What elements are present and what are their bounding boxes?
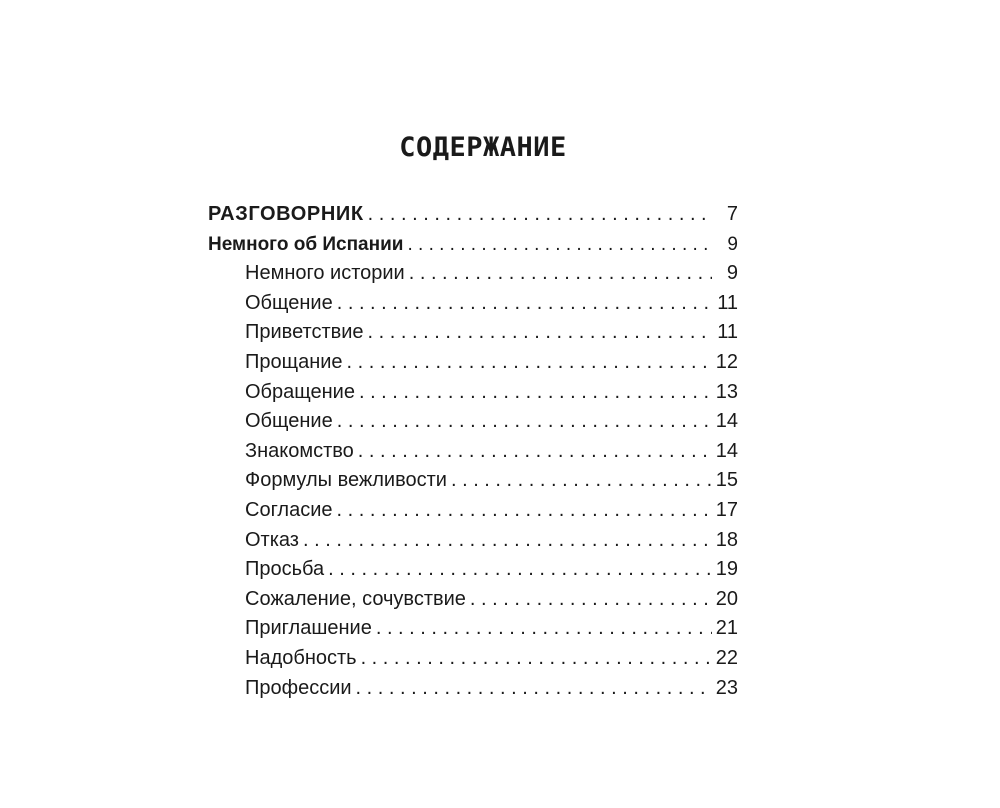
dot-leader <box>359 378 712 408</box>
toc-entry-page: 19 <box>715 558 738 581</box>
toc-entry <box>208 407 738 437</box>
toc-entry <box>208 614 738 644</box>
toc-entry-page: 17 <box>715 498 738 521</box>
dot-leader <box>368 318 712 348</box>
dot-leader <box>356 674 712 704</box>
toc-entry-label: Формулы вежливости <box>245 469 447 492</box>
toc-entry-label: Согласие <box>245 498 333 521</box>
dot-leader <box>409 259 712 289</box>
dot-leader <box>328 555 712 585</box>
toc-entry-page: 11 <box>717 321 738 344</box>
toc-entry <box>208 318 738 348</box>
toc-entry <box>208 259 738 289</box>
toc-entry-page: 9 <box>727 233 738 255</box>
toc-entry-label: РАЗГОВОРНИК <box>208 203 364 225</box>
toc-entry-page: 7 <box>726 203 738 225</box>
toc-entry-label: Прощание <box>245 350 343 373</box>
toc-entry-label: Отказ <box>245 528 299 551</box>
dot-leader <box>303 526 712 556</box>
toc-entry <box>208 526 738 556</box>
dot-leader <box>337 407 712 437</box>
page-title: СОДЕРЖАНИЕ <box>399 132 567 163</box>
toc-entry <box>208 674 738 704</box>
toc-entry <box>208 496 738 526</box>
toc-entry-page: 18 <box>715 528 738 551</box>
toc-entry-label: Профессии <box>245 676 352 699</box>
toc-entry-label: Сожаление, сочувствие <box>245 587 466 610</box>
toc-entry-page: 22 <box>715 646 738 669</box>
toc-entry <box>208 378 738 408</box>
toc-entry <box>208 289 738 319</box>
table-of-contents <box>208 200 738 703</box>
dot-leader <box>347 348 712 378</box>
toc-entry-label: Общение <box>245 291 333 314</box>
toc-entry-label: Немного об Испании <box>208 233 404 255</box>
toc-entry <box>208 466 738 496</box>
toc-entry-label: Надобность <box>245 646 357 669</box>
toc-entry-label: Обращение <box>245 380 355 403</box>
toc-entry-page: 9 <box>726 262 738 285</box>
toc-entry-label: Приветствие <box>245 321 364 344</box>
dot-leader <box>358 437 712 467</box>
dot-leader <box>407 230 712 260</box>
toc-entry-label: Знакомство <box>245 439 354 462</box>
toc-entry-page: 12 <box>715 350 738 373</box>
toc-entry-page: 11 <box>717 291 738 314</box>
toc-entry-page: 20 <box>715 587 738 610</box>
toc-entry-page: 21 <box>715 617 738 640</box>
toc-entry <box>208 555 738 585</box>
toc-entry-page: 13 <box>715 380 738 403</box>
toc-entry-page: 14 <box>715 439 738 462</box>
toc-entry <box>208 644 738 674</box>
dot-leader <box>337 289 712 319</box>
toc-entry-label: Приглашение <box>245 617 372 640</box>
toc-entry-part <box>208 200 738 230</box>
toc-entry-label: Немного истории <box>245 262 405 285</box>
toc-entry <box>208 437 738 467</box>
toc-entry-page: 14 <box>715 410 738 433</box>
dot-leader <box>368 200 712 230</box>
dot-leader <box>376 614 712 644</box>
toc-entry-label: Общение <box>245 410 333 433</box>
toc-entry-label: Просьба <box>245 558 325 581</box>
dot-leader <box>361 644 712 674</box>
toc-entry <box>208 348 738 378</box>
toc-entry-chapter <box>208 230 738 260</box>
toc-entry-page: 23 <box>715 676 738 699</box>
dot-leader <box>451 466 712 496</box>
toc-entry-page: 15 <box>715 469 738 492</box>
dot-leader <box>470 585 712 615</box>
dot-leader <box>337 496 712 526</box>
toc-entry <box>208 585 738 615</box>
